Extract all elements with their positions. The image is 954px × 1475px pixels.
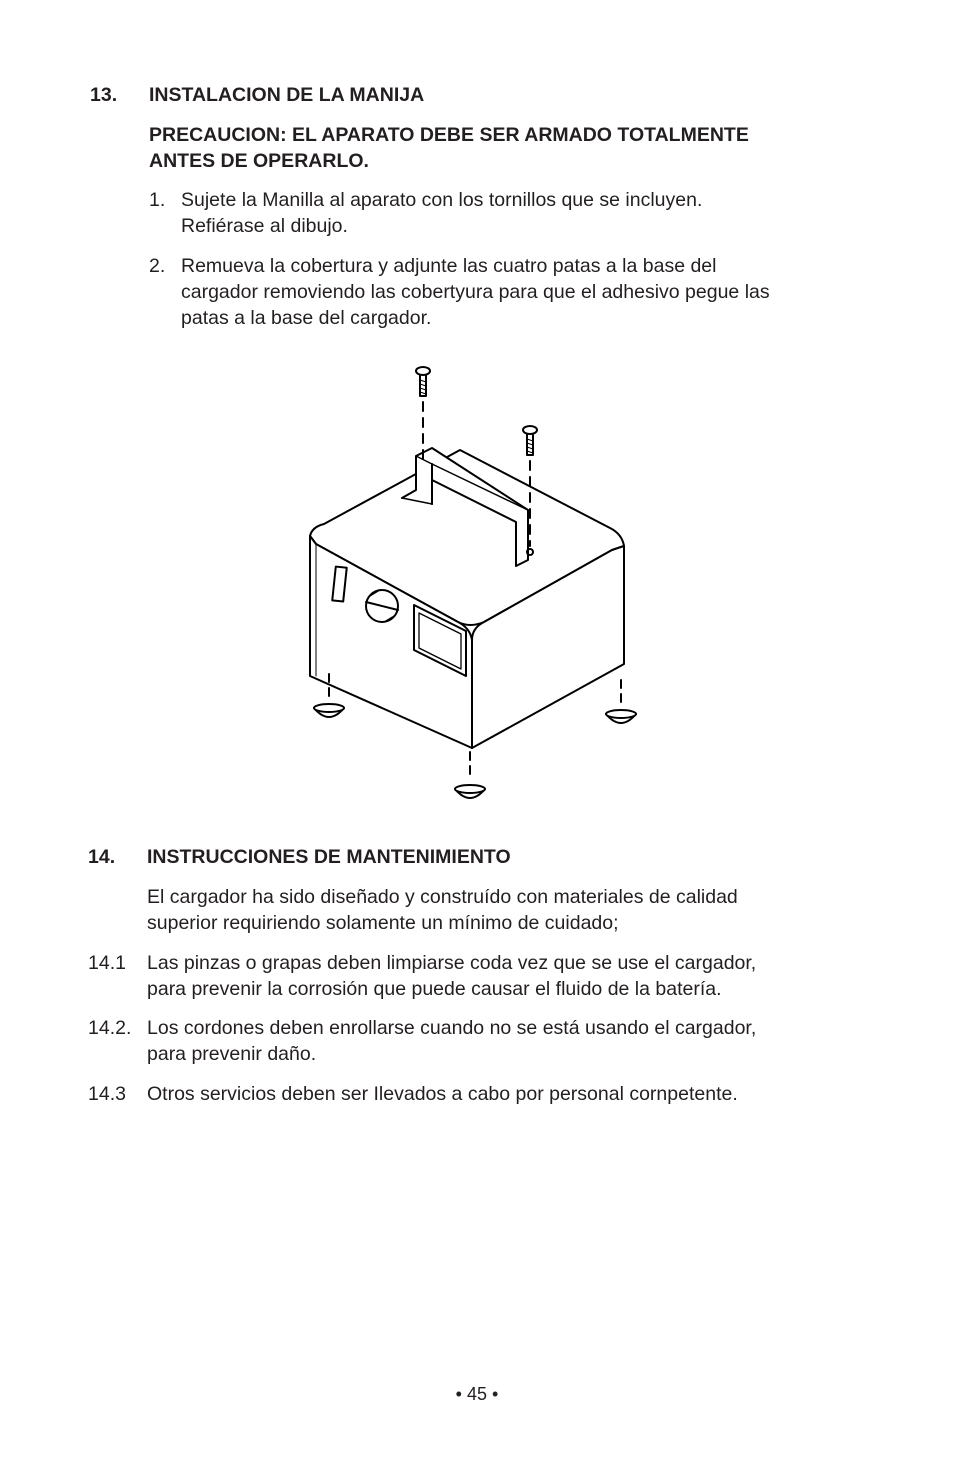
- section-13-title: INSTALACION DE LA MANIJA: [149, 84, 425, 106]
- screw-left: [416, 367, 430, 460]
- step-1-number: 1.: [149, 189, 166, 211]
- item-14-2-number: 14.2.: [88, 1017, 132, 1039]
- foot-center: [455, 752, 485, 798]
- item-14-3-number: 14.3: [88, 1083, 126, 1105]
- step-2-line-1: Remueva la cobertura y adjunte las cuatro patas a la base del: [181, 255, 717, 277]
- section-13-number: 13.: [90, 84, 118, 106]
- maintenance-intro-line-2: superior requiriendo solamente un mínimo de cuidado;: [147, 912, 619, 934]
- step-2-line-2: cargador removiendo las cobertyura para que el adhesivo pegue las: [181, 281, 770, 303]
- step-1-line-1: Sujete la Manilla al aparato con los tornillos que se incluyen.: [181, 189, 703, 211]
- foot-right: [606, 680, 636, 723]
- section-14-number: 14.: [88, 846, 116, 868]
- item-14-2-line-1: Los cordones deben enrollarse cuando no se está usando el cargador,: [147, 1017, 757, 1039]
- item-14-2-line-2: para prevenir daño.: [147, 1043, 317, 1065]
- switch-icon: [332, 567, 346, 602]
- step-2-number: 2.: [149, 255, 166, 277]
- maintenance-intro-line-1: El cargador ha sido diseñado y construído con materiales de calidad: [147, 886, 738, 908]
- step-1-line-2: Refiérase al dibujo.: [181, 215, 348, 237]
- caution-line-2: ANTES DE OPERARLO.: [149, 150, 369, 172]
- item-14-1-line-2: para prevenir la corrosión que puede causar el fluido de la batería.: [147, 978, 722, 1000]
- item-14-1-line-1: Las pinzas o grapas deben limpiarse coda vez que se use el cargador,: [147, 952, 757, 974]
- page-number: • 45 •: [455, 1384, 499, 1404]
- item-14-3-line-1: Otros servicios deben ser Ilevados a cabo por personal cornpetente.: [147, 1083, 738, 1105]
- charger-assembly-illustration: [300, 360, 645, 810]
- caution-line-1: PRECAUCION: EL APARATO DEBE SER ARMADO TOTALMENTE: [149, 124, 749, 146]
- step-2-line-3: patas a la base del cargador.: [181, 307, 432, 329]
- section-14-title: INSTRUCCIONES DE MANTENIMIENTO: [147, 846, 511, 868]
- item-14-1-number: 14.1: [88, 952, 126, 974]
